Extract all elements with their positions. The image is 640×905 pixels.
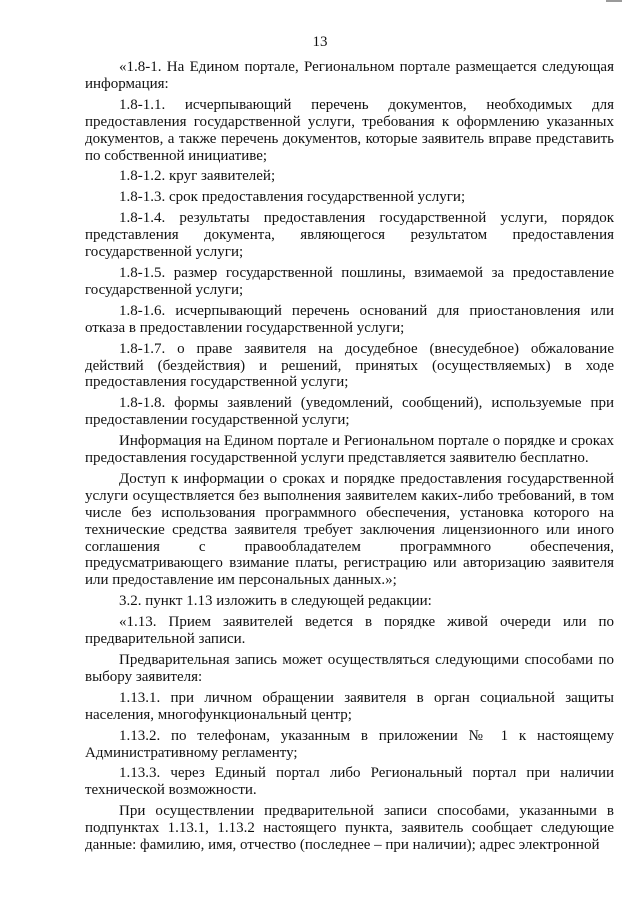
paragraph-1-8-1-8: 1.8-1.8. формы заявлений (уведомлений, сообщений), используемые при предоставлении государственной услуги; [85, 395, 614, 429]
paragraph-1-13-3: 1.13.3. через Единый портал либо Региональный портал при наличии технической возможности. [85, 765, 614, 799]
scan-corner-mark [606, 0, 622, 2]
paragraph-1-13: «1.13. Прием заявителей ведется в порядке живой очереди или по предварительной записи. [85, 614, 614, 648]
paragraph-1-8-1-2: 1.8-1.2. круг заявителей; [119, 168, 276, 185]
paragraph-info-access: Доступ к информации о сроках и порядке предоставления государственной услуги осуществляется без выполнения заявителем каких-либо требований, в том числе без использования программного обеспечения, установка которого на технические средства заявителя требует заключения лицензионного или иного соглашения с правообладателем программного обеспечения, предусматривающего взимание платы, регистрацию или авторизацию заявителя или предоставление им персональных данных.»; [85, 470, 614, 589]
paragraph-1-8-1-5: 1.8-1.5. размер государственной пошлины, взимаемой за предоставление государственной услуги; [85, 264, 614, 298]
paragraph-1-8-1-intro: «1.8-1. На Едином портале, Региональном портале размещается следующая информация: [85, 59, 614, 92]
paragraph-1-13-1: 1.13.1. при личном обращении заявителя в орган социальной защиты населения, многофункциональный центр; [85, 689, 614, 723]
paragraph-1-8-1-6: 1.8-1.6. исчерпывающий перечень оснований для приостановления или отказа в предоставлении государственной услуги; [85, 302, 614, 336]
paragraph-1-8-1-1: 1.8-1.1. исчерпывающий перечень документов, необходимых для предоставления государственной услуги, требования к оформлению указанных документов, а также перечень документов, которые заявитель вправе представить по собственной инициативе; [85, 96, 614, 164]
paragraph-1-8-1-7: 1.8-1.7. о праве заявителя на досудебное (внесудебное) обжалование действий (бездействия) и решений, принятых (осуществляемых) в ходе предоставления государственной услуги; [85, 340, 614, 391]
document-body [85, 59, 614, 854]
paragraph-preliminary-record: Предварительная запись может осуществляться следующими способами по выбору заявителя: [85, 652, 614, 685]
paragraph-1-8-1-4: 1.8-1.4. результаты предоставления государственной услуги, порядок представления документа, являющегося результатом предоставления государственной услуги; [85, 210, 614, 261]
paragraph-1-13-2: 1.13.2. по телефонам, указанным в приложении № 1 к настоящему Административному регламенту; [85, 727, 614, 761]
paragraph-record-details: При осуществлении предварительной записи способами, указанными в подпунктах 1.13.1, 1.13.2 настоящего пункта, заявитель сообщает следующие данные: фамилию, имя, отчество (последнее – при наличии); адрес электронной [85, 803, 614, 854]
paragraph-1-8-1-3: 1.8-1.3. срок предоставления государственной услуги; [119, 189, 466, 206]
paragraph-info-free: Информация на Едином портале и Региональном портале о порядке и сроках предоставления государственной услуги представляется заявителю бесплатно. [85, 433, 614, 467]
page-number: 13 [312, 34, 328, 50]
paragraph-3-2: 3.2. пункт 1.13 изложить в следующей редакции: [119, 593, 432, 610]
